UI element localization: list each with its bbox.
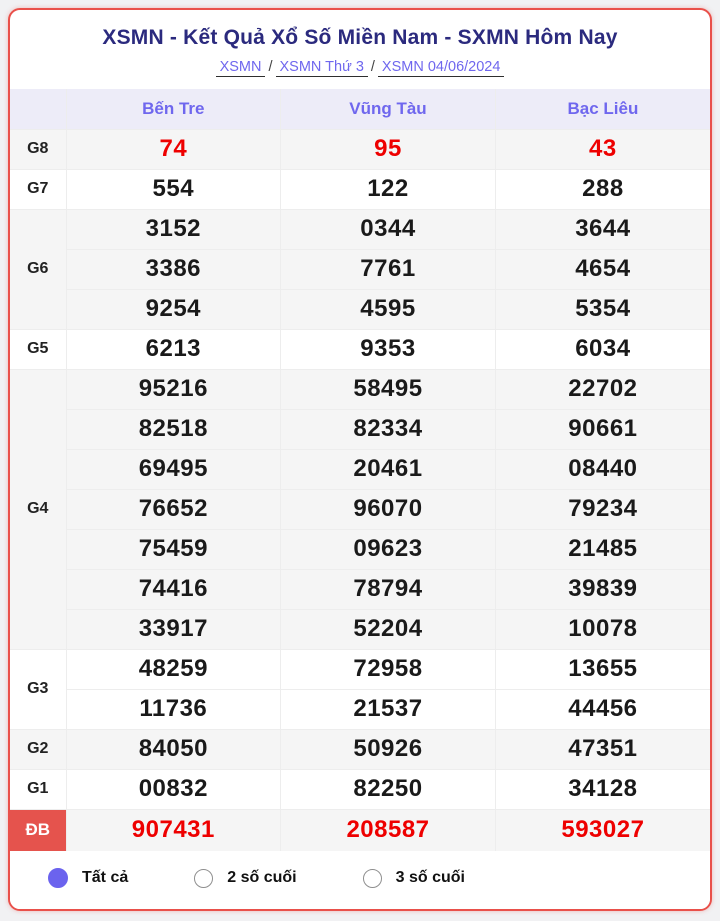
prize-number: 39839 [495,569,710,609]
prize-number: 34128 [495,769,710,809]
results-table [10,89,710,851]
filter-option-label: 2 số cuối [227,869,297,886]
filter-option[interactable] [194,869,296,888]
prize-number: 50926 [281,729,496,769]
results-card [8,8,712,911]
prize-number: 3152 [66,209,281,249]
filter-option[interactable] [363,869,465,888]
result-row [10,569,710,609]
prize-label: G7 [10,169,66,209]
prize-number: 72958 [281,649,496,689]
breadcrumb [20,59,700,75]
prize-number: 90661 [495,409,710,449]
result-row [10,529,710,569]
prize-number: 20461 [281,449,496,489]
prize-number: 95 [281,129,496,169]
prize-number: 82250 [281,769,496,809]
prize-number: 5354 [495,289,710,329]
prize-number: 84050 [66,729,281,769]
prize-number: 74416 [66,569,281,609]
province-header: Bến Tre [66,89,281,129]
prize-number: 907431 [66,809,281,851]
prize-number: 9254 [66,289,281,329]
prize-number: 21485 [495,529,710,569]
prize-number: 7761 [281,249,496,289]
prize-number: 82518 [66,409,281,449]
prize-label: G8 [10,129,66,169]
prize-number: 47351 [495,729,710,769]
result-row [10,609,710,649]
breadcrumb-link[interactable]: XSMN [216,59,266,77]
prize-label: G2 [10,729,66,769]
prize-number: 75459 [66,529,281,569]
result-row [10,209,710,249]
prize-number: 554 [66,169,281,209]
prize-number: 0344 [281,209,496,249]
prize-label: G1 [10,769,66,809]
card-header [10,10,710,75]
prize-label: G5 [10,329,66,369]
prize-number: 44456 [495,689,710,729]
prize-number: 43 [495,129,710,169]
provinces-row [10,89,710,129]
result-row [10,289,710,329]
prize-number: 208587 [281,809,496,851]
prize-number: 95216 [66,369,281,409]
prize-number: 48259 [66,649,281,689]
result-row [10,449,710,489]
prize-number: 09623 [281,529,496,569]
filter-options [10,851,710,909]
result-row [10,689,710,729]
radio-selected-icon[interactable] [48,868,68,888]
result-row [10,769,710,809]
prize-number: 69495 [66,449,281,489]
result-row [10,129,710,169]
prize-label: ĐB [10,809,66,851]
result-row [10,649,710,689]
prize-number: 00832 [66,769,281,809]
result-row [10,369,710,409]
result-row [10,169,710,209]
prize-number: 78794 [281,569,496,609]
page-title: XSMN - Kết Quả Xổ Số Miền Nam - SXMN Hôm Nay [102,26,618,49]
prize-number: 79234 [495,489,710,529]
result-row [10,729,710,769]
result-row [10,409,710,449]
prize-number: 4595 [281,289,496,329]
breadcrumb-link[interactable]: XSMN Thứ 3 [276,59,368,77]
prize-label: G3 [10,649,66,729]
prize-number: 6213 [66,329,281,369]
prize-number: 22702 [495,369,710,409]
prize-number: 82334 [281,409,496,449]
prize-number: 58495 [281,369,496,409]
filter-option-label: Tất cả [82,869,129,886]
breadcrumb-separator: / [268,59,273,75]
result-row [10,249,710,289]
prize-number: 122 [281,169,496,209]
prize-number: 288 [495,169,710,209]
province-header: Bạc Liêu [495,89,710,129]
result-row [10,809,710,851]
filter-option-label: 3 số cuối [395,869,465,886]
prize-number: 4654 [495,249,710,289]
breadcrumb-separator: / [370,59,375,75]
prize-number: 21537 [281,689,496,729]
prize-number: 52204 [281,609,496,649]
prize-number: 96070 [281,489,496,529]
prize-number: 11736 [66,689,281,729]
radio-unselected-icon[interactable] [194,869,213,888]
prize-number: 76652 [66,489,281,529]
prize-number: 10078 [495,609,710,649]
prize-number: 13655 [495,649,710,689]
province-header: Vũng Tàu [281,89,496,129]
prize-number: 3644 [495,209,710,249]
results-body [10,129,710,851]
prize-label: G6 [10,209,66,329]
prize-number: 33917 [66,609,281,649]
prize-number: 08440 [495,449,710,489]
prize-number: 9353 [281,329,496,369]
corner-cell [10,89,66,129]
prize-number: 6034 [495,329,710,369]
breadcrumb-link[interactable]: XSMN 04/06/2024 [378,59,505,77]
result-row [10,489,710,529]
prize-number: 593027 [495,809,710,851]
prize-number: 3386 [66,249,281,289]
radio-unselected-icon[interactable] [363,869,382,888]
prize-number: 74 [66,129,281,169]
prize-label: G4 [10,369,66,649]
result-row [10,329,710,369]
filter-option[interactable] [48,868,128,888]
